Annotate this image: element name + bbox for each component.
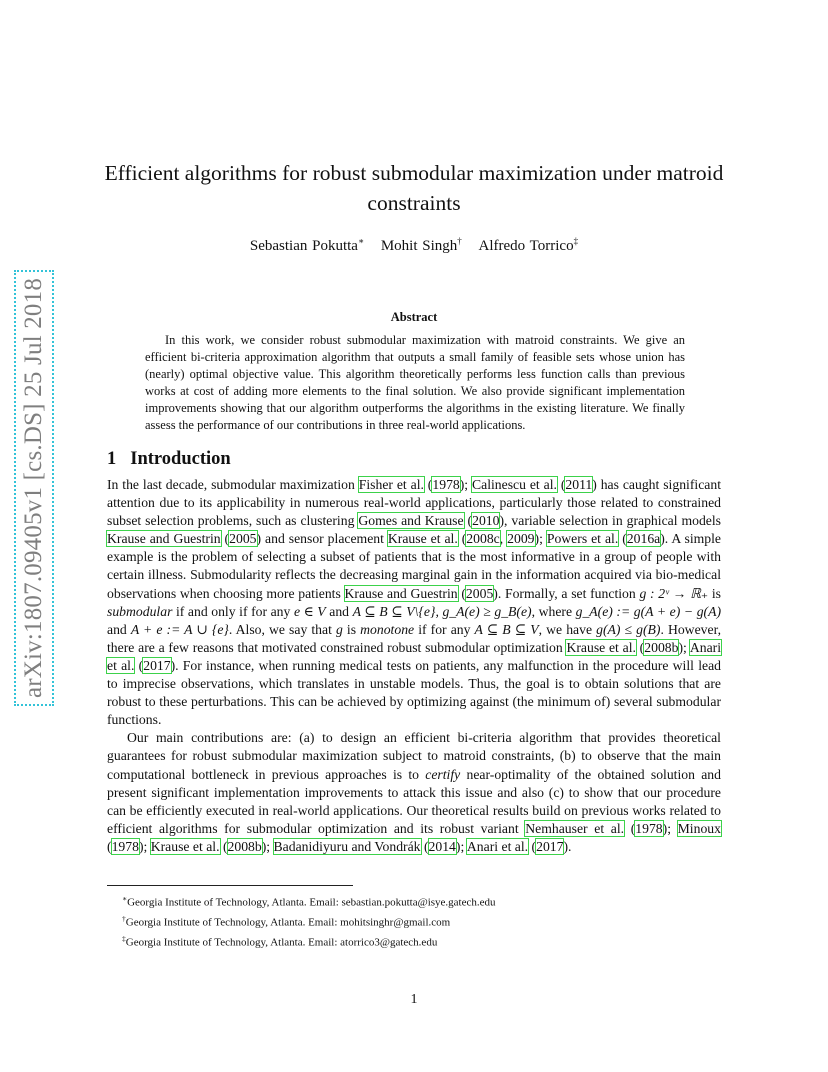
citation-year[interactable]: 1978 (111, 838, 139, 854)
citation-year[interactable]: 1978 (635, 820, 663, 836)
author-list (100, 236, 728, 255)
citation-year[interactable]: 2010 (472, 513, 500, 529)
footnote-list (122, 891, 722, 951)
citation-year[interactable]: 2008b (644, 639, 679, 655)
author-singh: Mohit Singh† (380, 236, 462, 254)
footnote-item (122, 891, 722, 911)
math-expression: A ⊆ B ⊆ V\{e}, g_A(e) ≥ g_B(e) (352, 603, 532, 619)
term-submodular: submodular (107, 603, 173, 619)
citation-fisher[interactable]: Fisher et al. (358, 477, 424, 492)
citation-year[interactable]: 2017 (143, 657, 171, 673)
citation-year[interactable]: 2016a (626, 531, 661, 547)
intro-paragraph-2: Our main contributions are: (a) to design an efficient bi-criteria algorithm that provides theoretical guarantees for robust submodular maximization subject to matroid constraints, (b) to observe that the main computational bottleneck in previous approaches is to certify near-optimality of the obtained solution and present significant implementation improvements to attack this issue and also (c) to show that our procedure can be efficiently executed in real-world applications. Our theoretical results build on previous works related to efficient algorithms for submodular optimization and its robust variant Nemhauser et al. (1978); Minoux (1978); Krause et al. (2008b); Badanidiyuru and Vondrák (2014); Anari et al. (2017). (107, 730, 721, 854)
citation-year[interactable]: 2009 (507, 531, 535, 547)
footnote-text: Georgia Institute of Technology, Atlanta. Email: mohitsinghr@gmail.com (125, 916, 451, 929)
intro-paragraph-1: In the last decade, submodular maximization Fisher et al. (1978); Calinescu et al. (2011) has caught significant attention due to its applicability in numerous real-world applications, particularly those related to constrained subset selection problems, such as clustering Gomes and Krause (2010), variable selection in graphical models Krause and Guestrin (2005) and sensor placement Krause et al. (2008c, 2009); Powers et al. (2016a). A simple example is the problem of selecting a subset of patients that is the most informative in a group of people with certain illness. Submodularity reflects the decreasing marginal gain in the information acquired via bio-medical observations when choosing more patients Krause and Guestrin (2005). Formally, a set function g : 2ᵛ → ℝ₊ is submodular if and only if for any e ∈ V and A ⊆ B ⊆ V\{e}, g_A(e) ≥ g_B(e), where g_A(e) := g(A + e) − g(A) and A + e := A ∪ {e}. Also, we say that g is monotone if for any A ⊆ B ⊆ V, we have g(A) ≤ g(B). However, there are a few reasons that motivated constrained robust submodular optimization Krause et al. (2008b); Anari et al. (2017). For instance, when running medical tests on patients, any malfunction in the procedure will lead to imprecise observations, which translates in unstable models. Thus, the goal is to obtain solutions that are robust to these perturbations. This can be achieved by optimizing against (the minimum of) several submodular functions. (107, 477, 722, 728)
footnote-text: Georgia Institute of Technology, Atlanta. Email: sebastian.pokutta@isye.gatech.edu (127, 896, 496, 909)
citation-krause-guestrin[interactable]: Krause and Guestrin (344, 585, 458, 601)
citation-year[interactable]: 2005 (229, 531, 257, 547)
footnote-item (122, 911, 722, 931)
section-heading-introduction (107, 449, 231, 470)
arxiv-identifier-text: arXiv:1807.09405v1 [cs.DS] 25 Jul 2018 (20, 277, 47, 699)
footnote-mark: ‡ (122, 934, 126, 944)
term-certify: certify (425, 766, 461, 782)
math-expression: A ⊆ B ⊆ V (474, 621, 539, 637)
citation-year[interactable]: 2014 (428, 838, 456, 854)
author-affiliation-mark: † (457, 236, 462, 246)
author-affiliation-mark: ∗ (357, 236, 365, 246)
footnote-item (122, 931, 722, 951)
arxiv-identifier-stamp[interactable] (14, 270, 54, 706)
citation-nemhauser[interactable]: Nemhauser et al. (525, 820, 625, 836)
citation-year[interactable]: 1978 (432, 477, 460, 492)
page-number: 1 (410, 992, 418, 1007)
footnote-divider (107, 885, 353, 886)
citation-calinescu[interactable]: Calinescu et al. (472, 477, 557, 492)
term-monotone: monotone (360, 621, 415, 637)
citation-year[interactable]: 2008c (466, 531, 500, 547)
math-expression: e ∈ V (293, 603, 326, 619)
citation-year[interactable]: 2011 (565, 477, 593, 492)
citation-anari[interactable]: Anari et al. (466, 838, 529, 854)
citation-krause[interactable]: Krause et al. (150, 838, 220, 854)
math-expression: g_A(e) := g(A + e) − g(A) (575, 603, 722, 619)
math-expression: g (336, 621, 343, 637)
abstract-heading: Abstract (390, 310, 438, 324)
author-pokutta: Sebastian Pokutta∗ (249, 236, 365, 254)
footnote-mark: † (122, 914, 126, 924)
citation-krause[interactable]: Krause et al. (566, 639, 636, 655)
section-title: Introduction (130, 449, 231, 469)
abstract-body: In this work, we consider robust submodular maximization with matroid constraints. We give an efficient bi-criteria approximation algorithm that outputs a small family of feasible sets whose union has (nearly) optimal objective value. This algorithm theoretically performs less function calls than previous works at cost of adding more elements to the final solution. We also provide significant implementation improvements showing that our algorithm outperforms the algorithms in the existing literature. We finally assess the performance of our contributions in three real-world applications. (145, 333, 685, 432)
introduction-body (107, 476, 721, 856)
paper-title: Efficient algorithms for robust submodular maximization under matroid constraints (104, 161, 724, 215)
section-number: 1 (107, 449, 117, 469)
citation-year[interactable]: 2005 (465, 585, 494, 601)
citation-year[interactable]: 2017 (536, 838, 564, 854)
math-expression: A + e := A ∪ {e} (130, 621, 229, 637)
citation-badanidiyuru[interactable]: Badanidiyuru and Vondrák (273, 838, 421, 854)
citation-anari[interactable]: Anari et al. (107, 639, 722, 673)
math-set-function: g : 2ᵛ → ℝ₊ (639, 585, 709, 601)
citation-krause-guestrin[interactable]: Krause and Guestrin (107, 531, 221, 547)
author-torrico: Alfredo Torrico‡ (478, 236, 579, 254)
citation-year[interactable]: 2008b (227, 838, 262, 854)
author-affiliation-mark: ‡ (573, 236, 579, 246)
citation-powers[interactable]: Powers et al. (546, 531, 619, 547)
math-expression: g(A) ≤ g(B) (596, 621, 661, 637)
citation-minoux[interactable]: Minoux (677, 820, 721, 836)
footnote-text: Georgia Institute of Technology, Atlanta. Email: atorrico3@gatech.edu (125, 936, 438, 949)
citation-gomes-krause[interactable]: Gomes and Krause (358, 513, 464, 529)
citation-krause[interactable]: Krause et al. (387, 531, 458, 547)
footnote-mark: ∗ (122, 894, 128, 903)
